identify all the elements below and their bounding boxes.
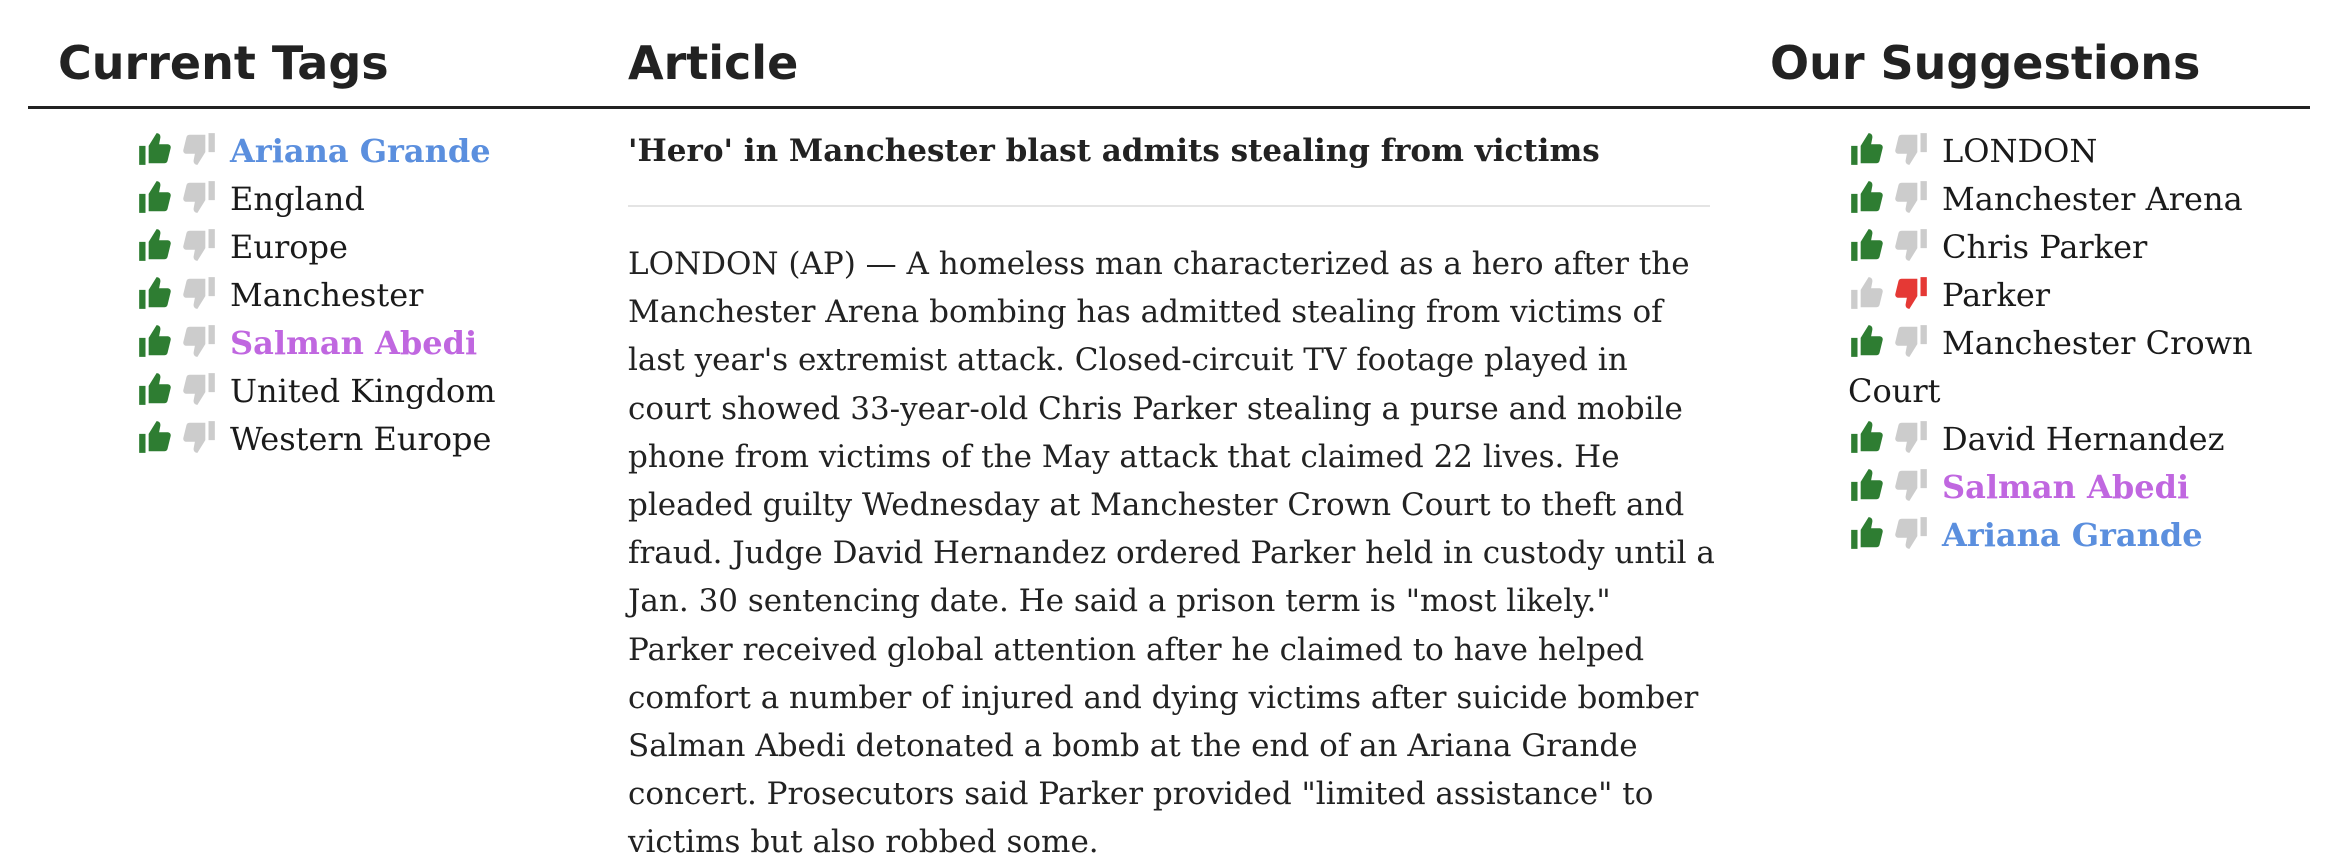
- thumbs-down-icon[interactable]: [1892, 274, 1930, 312]
- thumbs-down-icon: [180, 274, 218, 312]
- suggestion-item: [1848, 511, 2270, 559]
- tag-label: Manchester Arena: [1942, 180, 2243, 218]
- thumbs-up-icon[interactable]: [136, 370, 174, 408]
- article-heading: Article: [628, 36, 799, 90]
- current-tag-item: [136, 175, 556, 223]
- thumbs-down-icon[interactable]: [180, 178, 218, 216]
- thumbs-down-icon[interactable]: [180, 274, 218, 312]
- thumbs-up-icon: [136, 178, 174, 216]
- tag-label: Manchester: [230, 276, 424, 314]
- thumbs-up-icon[interactable]: [1848, 226, 1886, 264]
- current-tag-item: [136, 415, 556, 463]
- tag-label[interactable]: Ariana Grande: [1942, 516, 2203, 554]
- thumbs-up-icon: [136, 226, 174, 264]
- thumbs-down-icon[interactable]: [1892, 466, 1930, 504]
- tag-label: Europe: [230, 228, 348, 266]
- tag-label: Parker: [1942, 276, 2051, 314]
- thumbs-up-icon[interactable]: [136, 418, 174, 456]
- tag-label: Western Europe: [230, 420, 492, 458]
- current-tag-item: [136, 367, 556, 415]
- article-divider: [628, 205, 1710, 207]
- thumbs-down-icon: [1892, 418, 1930, 456]
- suggestion-item: [1848, 271, 2270, 319]
- thumbs-up-icon[interactable]: [1848, 466, 1886, 504]
- thumbs-down-icon[interactable]: [1892, 322, 1930, 360]
- thumbs-up-icon: [1848, 178, 1886, 216]
- thumbs-down-icon: [180, 226, 218, 264]
- thumbs-up-icon[interactable]: [136, 130, 174, 168]
- current-tag-item: [136, 127, 556, 175]
- thumbs-down-icon: [1892, 226, 1930, 264]
- thumbs-up-icon[interactable]: [1848, 514, 1886, 552]
- thumbs-up-icon[interactable]: [136, 226, 174, 264]
- thumbs-up-icon[interactable]: [1848, 178, 1886, 216]
- current-tags-heading: Current Tags: [58, 36, 389, 90]
- thumbs-up-icon: [136, 130, 174, 168]
- current-tags-list: [136, 127, 556, 463]
- header-divider: [28, 106, 2310, 109]
- thumbs-down-icon[interactable]: [1892, 418, 1930, 456]
- thumbs-down-icon: [1892, 322, 1930, 360]
- tag-label: United Kingdom: [230, 372, 496, 410]
- current-tag-item: [136, 223, 556, 271]
- thumbs-down-icon: [1892, 466, 1930, 504]
- thumbs-down-icon[interactable]: [180, 418, 218, 456]
- suggestions-list: [1850, 127, 2270, 559]
- suggestions-heading: Our Suggestions: [1770, 36, 2201, 90]
- thumbs-down-icon[interactable]: [180, 130, 218, 168]
- thumbs-up-icon: [136, 370, 174, 408]
- tag-label[interactable]: Salman Abedi: [230, 324, 478, 362]
- tag-label[interactable]: Salman Abedi: [1942, 468, 2190, 506]
- tag-label: England: [230, 180, 365, 218]
- thumbs-down-icon: [1892, 514, 1930, 552]
- thumbs-down-icon[interactable]: [1892, 178, 1930, 216]
- thumbs-down-icon[interactable]: [180, 322, 218, 360]
- thumbs-up-icon: [136, 322, 174, 360]
- thumbs-up-icon[interactable]: [136, 178, 174, 216]
- thumbs-up-icon[interactable]: [1848, 130, 1886, 168]
- suggestion-item: [1848, 463, 2270, 511]
- tag-label[interactable]: Ariana Grande: [230, 132, 491, 170]
- thumbs-up-icon[interactable]: [1848, 274, 1886, 312]
- current-tag-item: [136, 319, 556, 367]
- thumbs-up-icon: [1848, 130, 1886, 168]
- thumbs-down-icon[interactable]: [1892, 226, 1930, 264]
- thumbs-down-icon: [180, 418, 218, 456]
- thumbs-down-icon: [1892, 130, 1930, 168]
- thumbs-up-icon[interactable]: [1848, 418, 1886, 456]
- thumbs-down-icon: [180, 178, 218, 216]
- suggestion-item: [1848, 127, 2270, 175]
- thumbs-up-icon: [1848, 466, 1886, 504]
- thumbs-down-icon: [180, 370, 218, 408]
- thumbs-up-icon: [1848, 418, 1886, 456]
- thumbs-down-icon[interactable]: [1892, 130, 1930, 168]
- current-tag-item: [136, 271, 556, 319]
- thumbs-up-icon: [136, 418, 174, 456]
- thumbs-up-icon: [136, 274, 174, 312]
- thumbs-down-icon: [1892, 274, 1930, 312]
- thumbs-up-icon[interactable]: [136, 274, 174, 312]
- article-body: LONDON (AP) — A homeless man characterized as a hero after the Manchester Arena bombing has admitted stealing from victims of last year's extremist attack. Closed-circuit TV footage played in court showed 33-year-old Chris Parker stealing a purse and mobile phone from victims of the May attack that claimed 22 lives. He pleaded guilty Wednesday at Manchester Crown Court to theft and fraud. Judge David Hernandez ordered Parker held in custody until a Jan. 30 sentencing date. He said a prison term is "most likely." Parker received global attention after he claimed to have helped comfort a number of injured and dying victims after suicide bomber Salman Abedi detonated a bomb at the end of an Ariana Grande concert. Prosecutors said Parker provided "limited assistance" to victims but also robbed some.: [628, 246, 1715, 861]
- thumbs-down-icon: [1892, 178, 1930, 216]
- thumbs-up-icon[interactable]: [1848, 322, 1886, 360]
- thumbs-down-icon: [180, 130, 218, 168]
- suggestion-item: [1848, 223, 2270, 271]
- thumbs-down-icon[interactable]: [180, 370, 218, 408]
- thumbs-up-icon: [1848, 274, 1886, 312]
- thumbs-down-icon: [180, 322, 218, 360]
- article-title: 'Hero' in Manchester blast admits stealing from victims: [628, 133, 1600, 169]
- thumbs-up-icon[interactable]: [136, 322, 174, 360]
- tag-label: David Hernandez: [1942, 420, 2225, 458]
- tag-label: LONDON: [1942, 132, 2098, 170]
- thumbs-up-icon: [1848, 226, 1886, 264]
- thumbs-down-icon[interactable]: [1892, 514, 1930, 552]
- thumbs-up-icon: [1848, 514, 1886, 552]
- tag-label: Manchester Crown Court: [1848, 324, 2253, 410]
- tag-label: Chris Parker: [1942, 228, 2148, 266]
- suggestion-item: [1848, 319, 2270, 415]
- suggestion-item: [1848, 415, 2270, 463]
- thumbs-up-icon: [1848, 322, 1886, 360]
- thumbs-down-icon[interactable]: [180, 226, 218, 264]
- suggestion-item: [1848, 175, 2270, 223]
